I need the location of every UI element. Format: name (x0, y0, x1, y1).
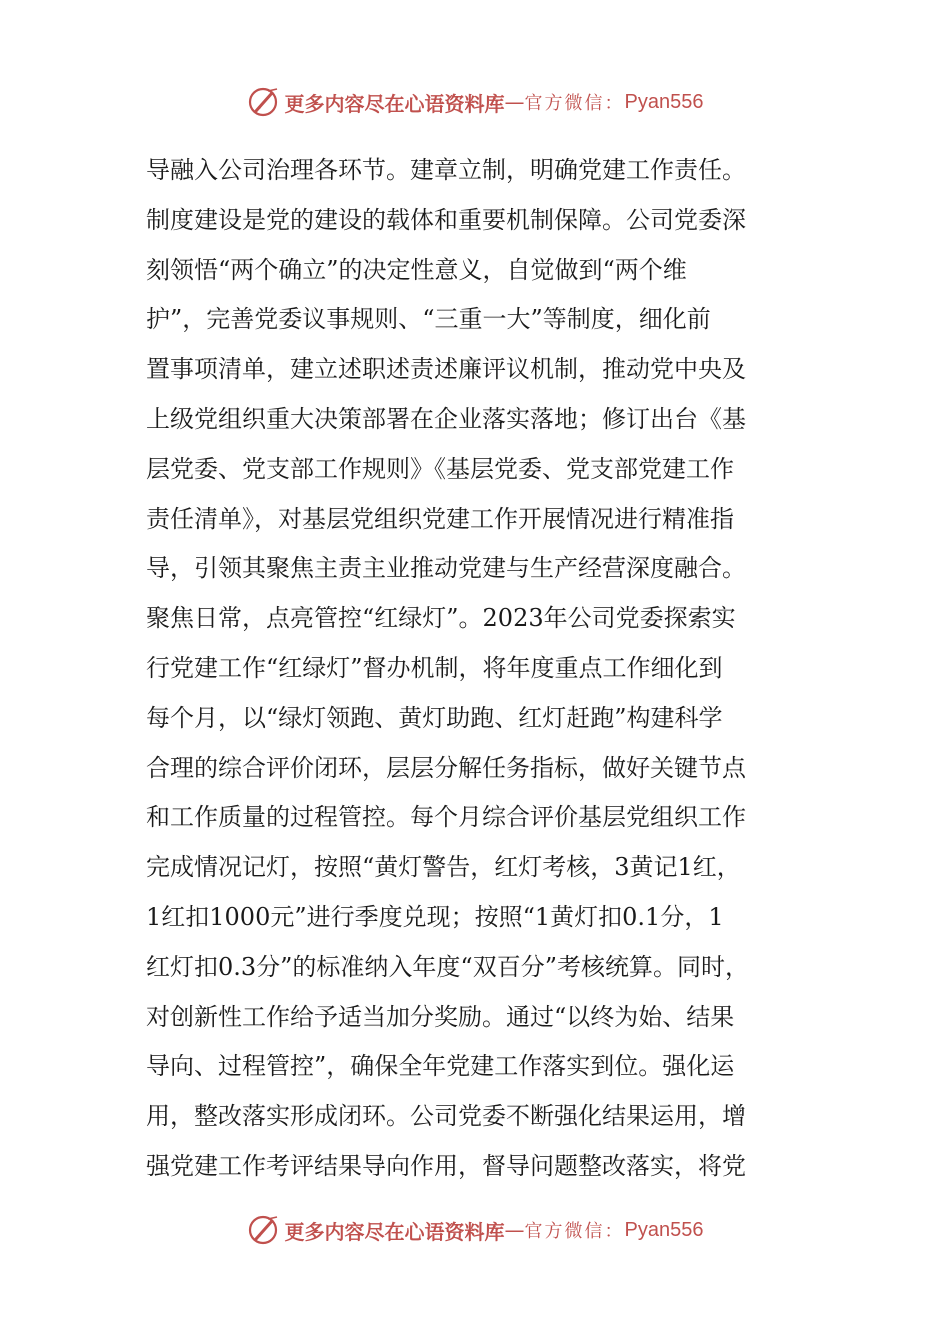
body-line: 导融入公司治理各环节。建章立制，明确党建工作责任。 (146, 156, 746, 184)
banner-sub-text: 官方微信： (524, 1221, 625, 1242)
body-line: 红灯扣0.3分”的标准纳入年度“双百分”考核统算。同时， (146, 952, 749, 981)
body-line: 层党委、党支部工作规则》《基层党委、党支部党建工作 (146, 454, 734, 483)
banner-main-text: 更多内容尽在心语资料库 (284, 91, 505, 116)
body-line: 1红扣1000元”进行季度兑现；按照“1黄灯扣0.1分，1 (146, 902, 724, 931)
banner-dash: — (504, 90, 525, 114)
banner-sub-text: 官方微信： (524, 93, 625, 114)
body-line: 上级党组织重大决策部署在企业落实落地；修订出台《基 (146, 404, 746, 433)
banner-main-text: 更多内容尽在心语资料库 (284, 1219, 505, 1244)
banner-dash: — (504, 1218, 525, 1242)
body-line: 强党建工作考评结果导向作用，督导问题整改落实，将党 (146, 1151, 746, 1180)
body-line: 聚焦日常，点亮管控“红绿灯”。2023年公司党委探索实 (146, 604, 736, 633)
body-line: 对创新性工作给予适当加分奖励。通过“以终为始、结果 (146, 1002, 735, 1031)
pen-logo-icon (247, 85, 281, 119)
body-line: 用，整改落实形成闭环。公司党委不断强化结果运用，增 (146, 1102, 746, 1131)
body-line: 导向、过程管控”，确保全年党建工作落实到位。强化运 (146, 1052, 735, 1081)
body-line: 制度建设是党的建设的载体和重要机制保障。公司党委深 (146, 205, 746, 234)
body-line: 刻领悟“两个确立”的决定性意义，自觉做到“两个维 (146, 255, 687, 284)
footer-banner (0, 1210, 950, 1250)
body-line: 每个月，以“绿灯领跑、黄灯助跑、红灯赶跑”构建科学 (146, 703, 723, 732)
body-line: 导，引领其聚焦主责主业推动党建与生产经营深度融合。 (146, 554, 746, 583)
banner-wechat-id: Pyan556 (624, 1218, 704, 1241)
body-line: 责任清单》，对基层党组织党建工作开展情况进行精准指 (146, 504, 734, 533)
body-line: 行党建工作“红绿灯”督办机制，将年度重点工作细化到 (146, 653, 723, 682)
body-line: 置事项清单，建立述职述责述廉评议机制，推动党中央及 (146, 355, 746, 384)
body-line: 和工作质量的过程管控。每个月综合评价基层党组织工作 (146, 803, 746, 832)
document-body (146, 146, 818, 1192)
banner-wechat-id: Pyan556 (624, 90, 704, 113)
body-line: 完成情况记灯，按照“黄灯警告，红灯考核，3黄记1红， (146, 853, 741, 882)
pen-logo-icon (247, 1213, 281, 1247)
header-banner (0, 82, 950, 122)
body-line: 合理的综合评价闭环，层层分解任务指标，做好关键节点 (146, 753, 746, 782)
body-line: 护”，完善党委议事规则、“三重一大”等制度，细化前 (146, 305, 711, 334)
